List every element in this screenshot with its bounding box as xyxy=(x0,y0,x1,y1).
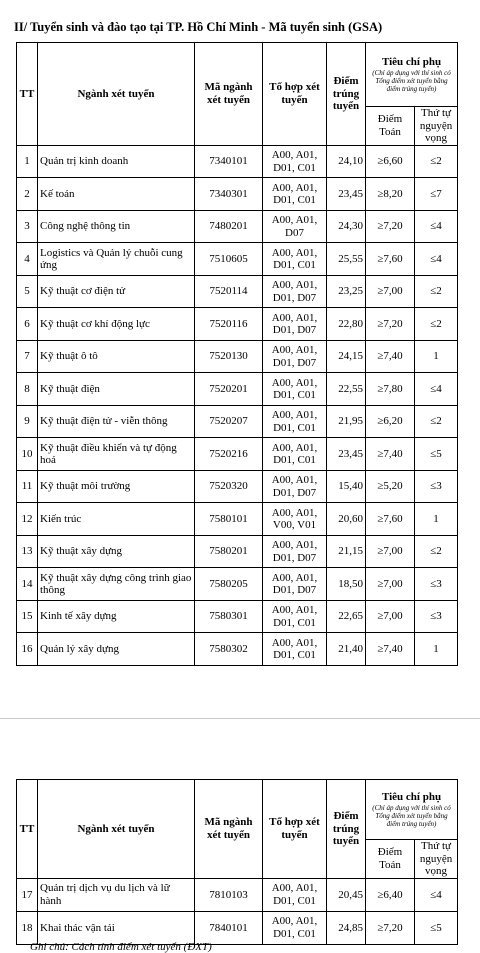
math-score-criterion: ≥7,60 xyxy=(366,243,415,276)
major-code: 7580201 xyxy=(195,535,263,568)
criteria-title: Tiêu chí phụ xyxy=(381,791,442,804)
row-number: 11 xyxy=(17,470,38,503)
admission-score: 21,15 xyxy=(327,535,366,568)
subject-combination: A00, A01, D01, C01 xyxy=(263,178,327,211)
math-score-criterion: ≥7,00 xyxy=(366,535,415,568)
major-name: Kỹ thuật điều khiển và tự động hoá xyxy=(38,438,195,471)
subject-combination: A00, A01, V00, V01 xyxy=(263,503,327,536)
math-score-criterion: ≥7,20 xyxy=(366,308,415,341)
subject-combination: A00, A01, D01, C01 xyxy=(263,243,327,276)
admission-score: 23,45 xyxy=(327,438,366,471)
row-number: 8 xyxy=(17,373,38,406)
admission-score: 23,45 xyxy=(327,178,366,211)
major-name: Logistics và Quản lý chuỗi cung ứng xyxy=(38,243,195,276)
header-code: Mã ngành xét tuyển xyxy=(195,43,263,146)
major-name: Kỹ thuật môi trường xyxy=(38,470,195,503)
admission-score: 23,25 xyxy=(327,275,366,308)
admission-score: 25,55 xyxy=(327,243,366,276)
table-row xyxy=(17,275,458,308)
major-code: 7840101 xyxy=(195,911,263,944)
major-name: Kỹ thuật ô tô xyxy=(38,340,195,373)
header-score: Điểm trúng tuyển xyxy=(327,780,366,879)
major-name: Quản trị kinh doanh xyxy=(38,145,195,178)
header-code: Mã ngành xét tuyển xyxy=(195,780,263,879)
footer-note: Ghi chú: Cách tính điểm xét tuyển (ĐXT) xyxy=(30,941,212,953)
header-tt: TT xyxy=(17,43,38,146)
priority-criterion: ≤5 xyxy=(415,438,458,471)
header-score: Điểm trúng tuyển xyxy=(327,43,366,146)
major-code: 7520116 xyxy=(195,308,263,341)
major-name: Kỹ thuật điện tử - viễn thông xyxy=(38,405,195,438)
major-name: Kinh tế xây dựng xyxy=(38,600,195,633)
subject-combination: A00, A01, D01, C01 xyxy=(263,911,327,944)
row-number: 12 xyxy=(17,503,38,536)
priority-criterion: ≤3 xyxy=(415,470,458,503)
major-name: Quản trị dịch vụ du lịch và lữ hành xyxy=(38,878,195,911)
table-row xyxy=(17,568,458,601)
header-combo: Tổ hợp xét tuyển xyxy=(263,43,327,146)
table-row xyxy=(17,308,458,341)
math-score-criterion: ≥8,20 xyxy=(366,178,415,211)
table-row xyxy=(17,145,458,178)
admission-score: 22,55 xyxy=(327,373,366,406)
header-combo: Tổ hợp xét tuyển xyxy=(263,780,327,879)
table-row xyxy=(17,210,458,243)
table-row xyxy=(17,878,458,911)
priority-criterion: ≤3 xyxy=(415,568,458,601)
math-score-criterion: ≥7,20 xyxy=(366,210,415,243)
major-name: Kế toán xyxy=(38,178,195,211)
subject-combination: A00, A01, D01, D07 xyxy=(263,275,327,308)
major-code: 7520130 xyxy=(195,340,263,373)
table-row xyxy=(17,405,458,438)
subject-combination: A00, A01, D01, C01 xyxy=(263,373,327,406)
table-row xyxy=(17,633,458,666)
row-number: 3 xyxy=(17,210,38,243)
subject-combination: A00, A01, D01, C01 xyxy=(263,438,327,471)
header-math: Điểm Toán xyxy=(366,107,415,146)
math-score-criterion: ≥7,00 xyxy=(366,275,415,308)
subject-combination: A00, A01, D07 xyxy=(263,210,327,243)
subject-combination: A00, A01, D01, D07 xyxy=(263,308,327,341)
table-row xyxy=(17,600,458,633)
math-score-criterion: ≥7,20 xyxy=(366,911,415,944)
major-code: 7480201 xyxy=(195,210,263,243)
table-row xyxy=(17,243,458,276)
row-number: 5 xyxy=(17,275,38,308)
math-score-criterion: ≥7,80 xyxy=(366,373,415,406)
row-number: 17 xyxy=(17,878,38,911)
major-code: 7580301 xyxy=(195,600,263,633)
major-code: 7580101 xyxy=(195,503,263,536)
priority-criterion: ≤2 xyxy=(415,275,458,308)
row-number: 15 xyxy=(17,600,38,633)
priority-criterion: ≤3 xyxy=(415,600,458,633)
header-major: Ngành xét tuyển xyxy=(38,43,195,146)
table-row xyxy=(17,340,458,373)
subject-combination: A00, A01, D01, C01 xyxy=(263,405,327,438)
admission-score: 21,95 xyxy=(327,405,366,438)
subject-combination: A00, A01, D01, C01 xyxy=(263,633,327,666)
row-number: 16 xyxy=(17,633,38,666)
math-score-criterion: ≥7,40 xyxy=(366,438,415,471)
major-code: 7520207 xyxy=(195,405,263,438)
priority-criterion: ≤4 xyxy=(415,243,458,276)
criteria-note: (Chỉ áp dụng với thí sinh có Tổng điểm xét tuyển bằng điểm trúng tuyển) xyxy=(372,803,451,828)
row-number: 7 xyxy=(17,340,38,373)
major-code: 7340301 xyxy=(195,178,263,211)
admission-score: 21,40 xyxy=(327,633,366,666)
admission-score: 18,50 xyxy=(327,568,366,601)
row-number: 14 xyxy=(17,568,38,601)
subject-combination: A00, A01, D01, C01 xyxy=(263,145,327,178)
math-score-criterion: ≥6,40 xyxy=(366,878,415,911)
major-code: 7340101 xyxy=(195,145,263,178)
subject-combination: A00, A01, D01, D07 xyxy=(263,535,327,568)
row-number: 4 xyxy=(17,243,38,276)
priority-criterion: ≤5 xyxy=(415,911,458,944)
priority-criterion: ≤2 xyxy=(415,308,458,341)
row-number: 1 xyxy=(17,145,38,178)
priority-criterion: 1 xyxy=(415,340,458,373)
subject-combination: A00, A01, D01, D07 xyxy=(263,568,327,601)
math-score-criterion: ≥7,00 xyxy=(366,568,415,601)
admission-score: 24,10 xyxy=(327,145,366,178)
table-row xyxy=(17,178,458,211)
major-name: Quản lý xây dựng xyxy=(38,633,195,666)
admission-score: 22,80 xyxy=(327,308,366,341)
major-name: Kỹ thuật cơ điện tử xyxy=(38,275,195,308)
admission-score: 20,60 xyxy=(327,503,366,536)
admission-table-hcm-continued xyxy=(16,779,458,945)
major-name: Kỹ thuật xây dựng công trình giao thông xyxy=(38,568,195,601)
priority-criterion: ≤4 xyxy=(415,878,458,911)
major-code: 7580205 xyxy=(195,568,263,601)
priority-criterion: ≤4 xyxy=(415,373,458,406)
major-name: Kỹ thuật điện xyxy=(38,373,195,406)
row-number: 6 xyxy=(17,308,38,341)
row-number: 13 xyxy=(17,535,38,568)
subject-combination: A00, A01, D01, D07 xyxy=(263,340,327,373)
admission-score: 22,65 xyxy=(327,600,366,633)
header-criteria xyxy=(366,780,458,840)
admission-score: 15,40 xyxy=(327,470,366,503)
major-code: 7580302 xyxy=(195,633,263,666)
header-tt: TT xyxy=(17,780,38,879)
admission-score: 24,85 xyxy=(327,911,366,944)
row-number: 10 xyxy=(17,438,38,471)
subject-combination: A00, A01, D01, C01 xyxy=(263,878,327,911)
math-score-criterion: ≥7,40 xyxy=(366,340,415,373)
page-break-line xyxy=(0,718,480,719)
header-priority: Thứ tự nguyện vọng xyxy=(415,107,458,146)
major-name: Kỹ thuật xây dựng xyxy=(38,535,195,568)
priority-criterion: ≤2 xyxy=(415,535,458,568)
subject-combination: A00, A01, D01, C01 xyxy=(263,600,327,633)
criteria-title: Tiêu chí phụ xyxy=(381,56,442,69)
math-score-criterion: ≥5,20 xyxy=(366,470,415,503)
table-row xyxy=(17,503,458,536)
major-name: Kỹ thuật cơ khí động lực xyxy=(38,308,195,341)
major-code: 7520201 xyxy=(195,373,263,406)
row-number: 2 xyxy=(17,178,38,211)
math-score-criterion: ≥6,60 xyxy=(366,145,415,178)
priority-criterion: 1 xyxy=(415,503,458,536)
admission-score: 24,30 xyxy=(327,210,366,243)
priority-criterion: ≤2 xyxy=(415,405,458,438)
row-number: 18 xyxy=(17,911,38,944)
major-code: 7810103 xyxy=(195,878,263,911)
subject-combination: A00, A01, D01, D07 xyxy=(263,470,327,503)
major-name: Kiến trúc xyxy=(38,503,195,536)
criteria-note: (Chỉ áp dụng với thí sinh có Tổng điểm xét tuyển bằng điểm trúng tuyển) xyxy=(372,68,451,93)
priority-criterion: ≤7 xyxy=(415,178,458,211)
header-criteria xyxy=(366,43,458,107)
priority-criterion: ≤4 xyxy=(415,210,458,243)
header-priority: Thứ tự nguyện vọng xyxy=(415,840,458,879)
row-number: 9 xyxy=(17,405,38,438)
table-row xyxy=(17,911,458,944)
major-code: 7520216 xyxy=(195,438,263,471)
admission-score: 24,15 xyxy=(327,340,366,373)
math-score-criterion: ≥6,20 xyxy=(366,405,415,438)
math-score-criterion: ≥7,60 xyxy=(366,503,415,536)
table-row xyxy=(17,373,458,406)
math-score-criterion: ≥7,00 xyxy=(366,600,415,633)
major-code: 7520320 xyxy=(195,470,263,503)
table-row xyxy=(17,535,458,568)
admission-score: 20,45 xyxy=(327,878,366,911)
math-score-criterion: ≥7,40 xyxy=(366,633,415,666)
table-row xyxy=(17,438,458,471)
priority-criterion: 1 xyxy=(415,633,458,666)
header-math: Điểm Toán xyxy=(366,840,415,879)
table-row xyxy=(17,470,458,503)
major-name: Khai thác vận tải xyxy=(38,911,195,944)
admission-table-hcm xyxy=(16,42,458,666)
major-code: 7510605 xyxy=(195,243,263,276)
major-code: 7520114 xyxy=(195,275,263,308)
page-heading: II/ Tuyển sinh và đào tạo tại TP. Hồ Chí Minh - Mã tuyển sinh (GSA) xyxy=(14,20,383,34)
header-major: Ngành xét tuyển xyxy=(38,780,195,879)
priority-criterion: ≤2 xyxy=(415,145,458,178)
major-name: Công nghệ thông tin xyxy=(38,210,195,243)
